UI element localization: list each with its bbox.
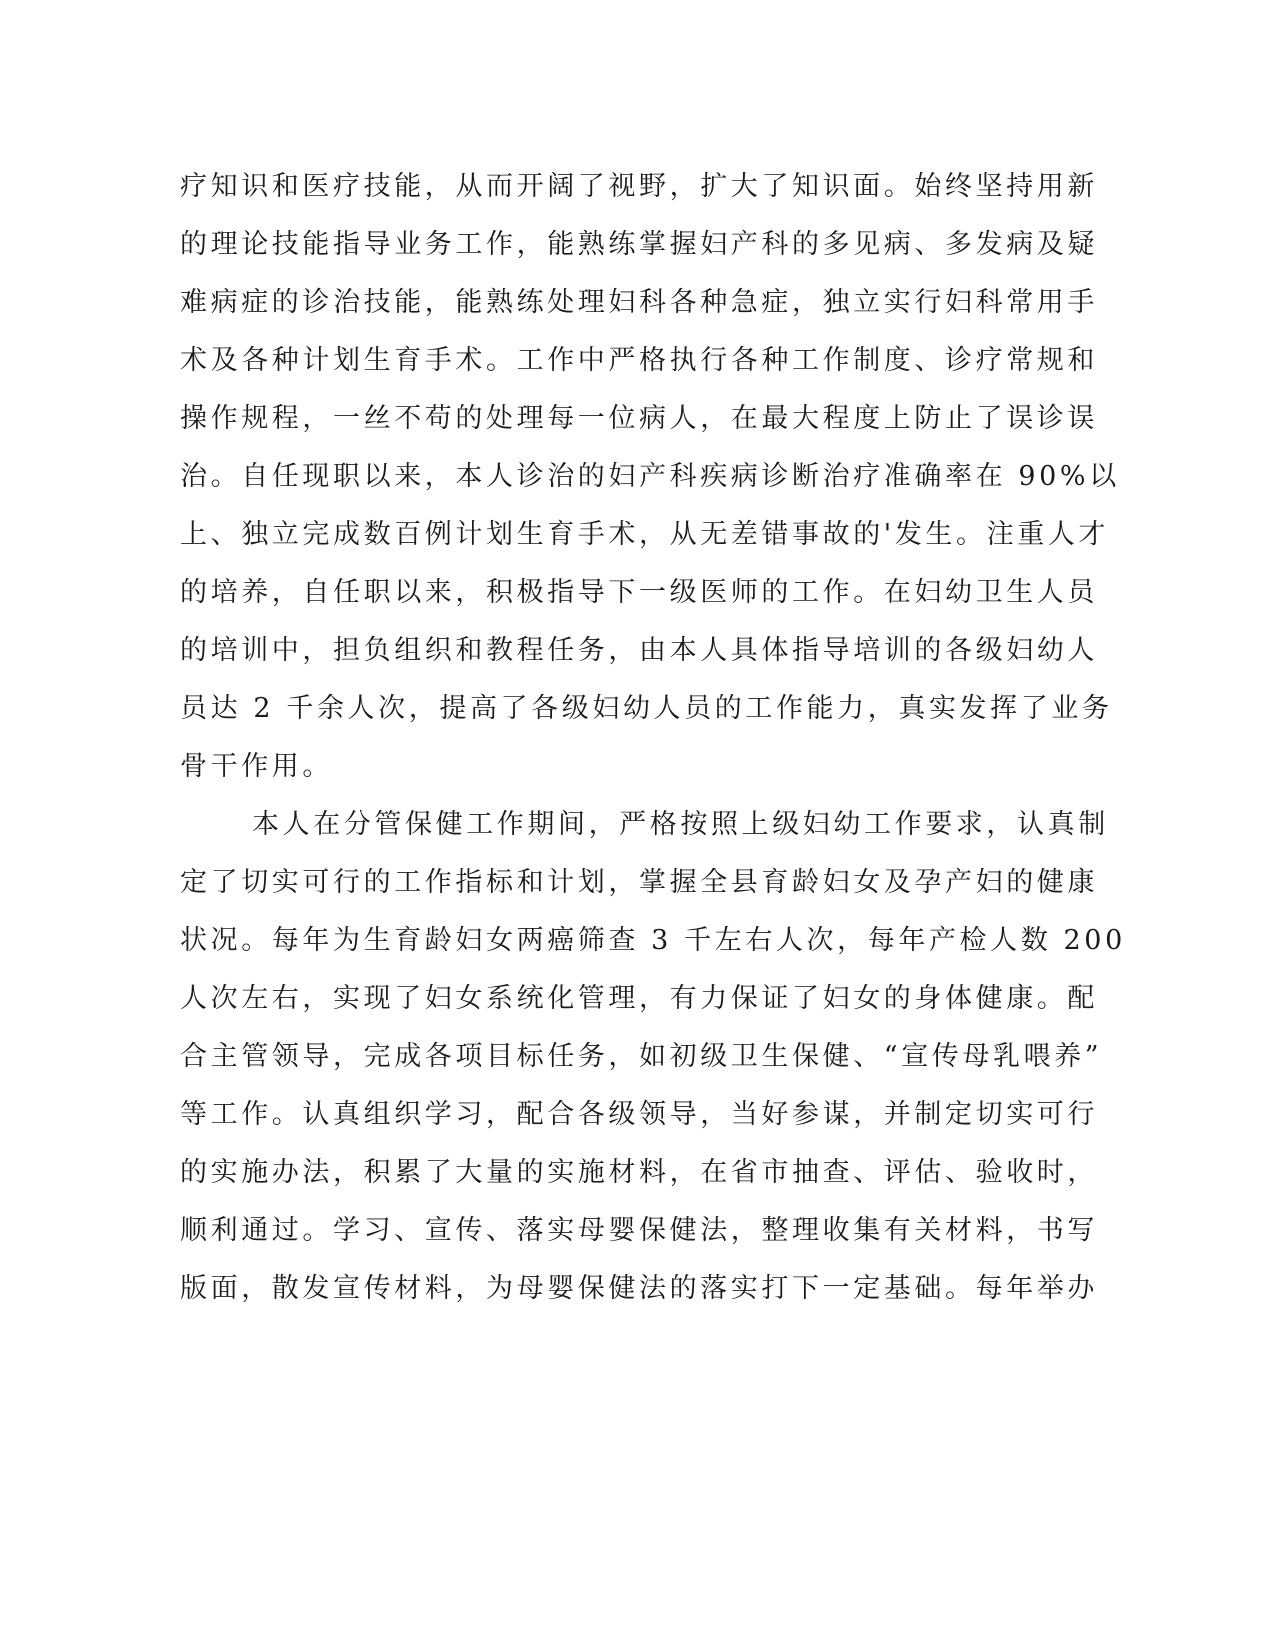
text-line: 操作规程，一丝不苟的处理每一位病人，在最大程度上防止了误诊误 <box>180 403 1098 434</box>
text-line: 员达 2 千余人次，提高了各级妇幼人员的工作能力，真实发挥了业务 <box>180 693 1113 724</box>
paragraph-1 <box>180 158 1120 796</box>
text-line: 版面，散发宣传材料，为母婴保健法的落实打下一定基础。每年举办 <box>180 1273 1098 1304</box>
text-line: 治。自任现职以来，本人诊治的妇产科疾病诊断治疗准确率在 90%以 <box>180 461 1120 492</box>
text-line-first-indented: 本人在分管保健工作期间，严格按照上级妇幼工作要求，认真制 <box>252 809 1109 840</box>
text-line: 人次左右，实现了妇女系统化管理，有力保证了妇女的身体健康。配 <box>180 983 1098 1014</box>
text-line: 合主管领导，完成各项目标任务，如初级卫生保健、“宣传母乳喂养” <box>180 1041 1103 1072</box>
text-line: 骨干作用。 <box>180 751 333 782</box>
text-line: 术及各种计划生育手术。工作中严格执行各种工作制度、诊疗常规和 <box>180 345 1098 376</box>
text-line: 的理论技能指导业务工作，能熟练掌握妇产科的多见病、多发病及疑 <box>180 229 1098 260</box>
text-line: 等工作。认真组织学习，配合各级领导，当好参谋，并制定切实可行 <box>180 1099 1098 1130</box>
text-line: 的实施办法，积累了大量的实施材料，在省市抽查、评估、验收时， <box>180 1157 1098 1188</box>
text-line: 状况。每年为生育龄妇女两癌筛查 3 千左右人次，每年产检人数 200 <box>180 925 1126 956</box>
paragraph-2 <box>180 796 1126 1318</box>
text-line: 疗知识和医疗技能，从而开阔了视野，扩大了知识面。始终坚持用新 <box>180 171 1098 202</box>
text-line: 难病症的诊治技能，能熟练处理妇科各种急症，独立实行妇科常用手 <box>180 287 1098 318</box>
text-line: 的培训中，担负组织和教程任务，由本人具体指导培训的各级妇幼人 <box>180 635 1098 666</box>
text-line: 上、独立完成数百例计划生育手术，从无差错事故的'发生。注重人才 <box>180 519 1110 550</box>
text-line: 定了切实可行的工作指标和计划，掌握全县育龄妇女及孕产妇的健康 <box>180 867 1098 898</box>
body-text <box>180 158 1126 1318</box>
text-line: 的培养，自任职以来，积极指导下一级医师的工作。在妇幼卫生人员 <box>180 577 1098 608</box>
text-line: 顺利通过。学习、宣传、落实母婴保健法，整理收集有关材料，书写 <box>180 1215 1098 1246</box>
